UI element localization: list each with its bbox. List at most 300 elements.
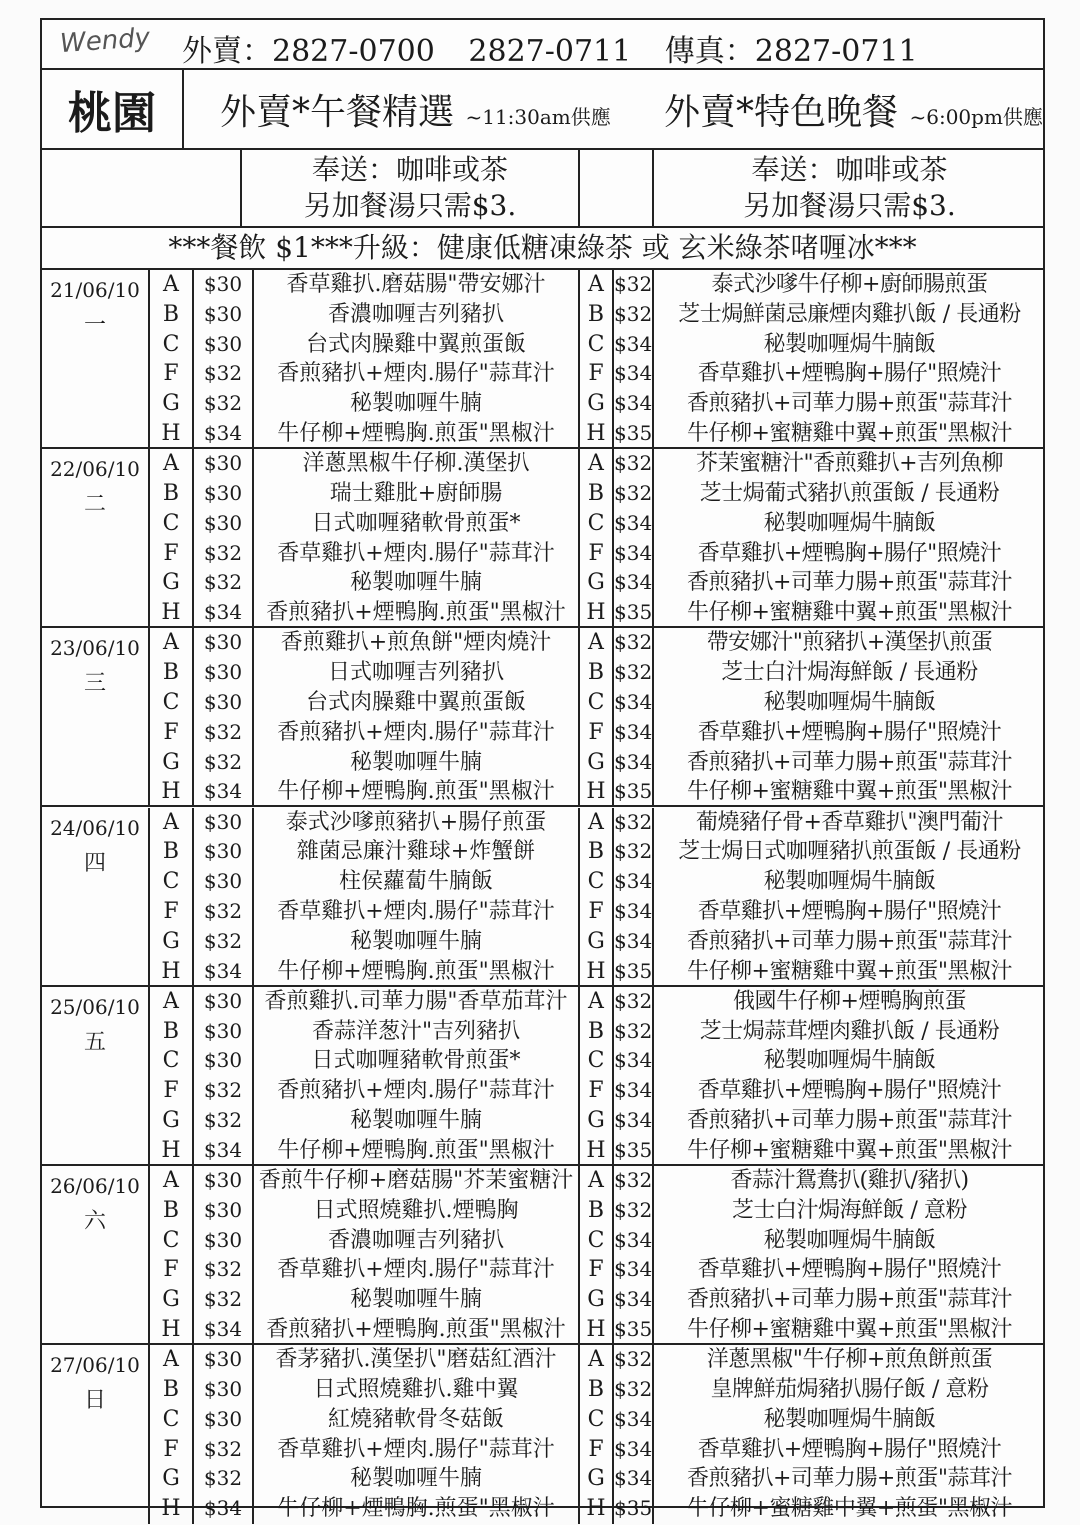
dinner-price: $32 bbox=[614, 1376, 652, 1401]
dinner-code: C bbox=[587, 869, 605, 895]
lunch-item-column bbox=[254, 628, 580, 805]
dinner-price: $35 bbox=[614, 958, 652, 983]
lunch-item: 香濃咖喱吉列豬扒 bbox=[327, 1227, 504, 1253]
menu-weekday: 四 bbox=[83, 850, 106, 876]
menu-weekday: 六 bbox=[83, 1209, 106, 1234]
dinner-code: C bbox=[587, 510, 605, 536]
dinner-code: F bbox=[588, 1078, 604, 1104]
lunch-price: $30 bbox=[203, 660, 243, 685]
lunch-offer bbox=[242, 150, 580, 226]
offer-gap-cell bbox=[580, 150, 654, 226]
lunch-code: B bbox=[162, 1018, 180, 1044]
lunch-item: 日式咖喱吉列豬扒 bbox=[327, 660, 504, 686]
lunch-price: $30 bbox=[203, 1376, 243, 1401]
dinner-code: H bbox=[586, 420, 606, 446]
dinner-code-column bbox=[580, 1166, 614, 1343]
dinner-price: $32 bbox=[614, 1347, 652, 1372]
lunch-price: $30 bbox=[203, 809, 243, 834]
dinner-price: $34 bbox=[614, 1227, 652, 1252]
lunch-item: 香草雞扒+煙肉.腸仔"蒜茸汁 bbox=[277, 898, 555, 924]
dinner-code: G bbox=[587, 928, 605, 954]
dinner-item: 秘製咖喱焗牛腩飯 bbox=[763, 1406, 936, 1432]
dinner-item: 香煎豬扒+司華力腸+煎蛋"蒜茸汁 bbox=[687, 1287, 1012, 1313]
lunch-code: G bbox=[162, 928, 180, 954]
menu-date: 22/06/10 bbox=[50, 457, 140, 482]
dinner-code-column bbox=[580, 987, 614, 1164]
dinner-item: 香草雞扒+煙鴨胸+腸仔"照燒汁 bbox=[697, 898, 1002, 924]
lunch-price: $34 bbox=[203, 420, 243, 445]
lunch-code: H bbox=[161, 1137, 181, 1163]
lunch-item: 香煎豬扒+煙肉.腸仔"蒜茸汁 bbox=[277, 719, 555, 745]
lunch-item: 香草雞扒.磨菇腸"帶安娜汁 bbox=[286, 272, 546, 297]
lunch-price: $30 bbox=[203, 630, 243, 655]
lunch-price: $30 bbox=[203, 1048, 243, 1073]
dinner-item: 香蒜汁鴛鴦扒(雞扒/豬扒) bbox=[730, 1168, 969, 1193]
dinner-price: $32 bbox=[614, 660, 652, 685]
dinner-code: C bbox=[587, 1227, 605, 1253]
lunch-code: C bbox=[162, 1406, 180, 1432]
lunch-code: B bbox=[162, 1376, 180, 1402]
dinner-item-column bbox=[654, 987, 1045, 1164]
dinner-item: 香煎豬扒+司華力腸+煎蛋"蒜茸汁 bbox=[687, 570, 1012, 596]
lunch-price: $30 bbox=[203, 480, 243, 505]
lunch-code: F bbox=[163, 898, 179, 924]
dinner-price: $34 bbox=[614, 391, 652, 416]
lunch-price: $32 bbox=[203, 361, 243, 386]
dinner-code: A bbox=[588, 272, 604, 297]
dinner-code: B bbox=[587, 1018, 605, 1044]
lunch-item: 秘製咖喱牛腩 bbox=[349, 391, 482, 417]
dinner-code: B bbox=[587, 839, 605, 865]
lunch-code: A bbox=[163, 988, 179, 1014]
lunch-item: 雜菌忌廉汁雞球+炸蟹餅 bbox=[296, 839, 536, 865]
lunch-item: 香煎豬扒+煙鴨胸.煎蛋"黑椒汁 bbox=[266, 600, 566, 626]
dinner-price: $34 bbox=[614, 1466, 652, 1491]
lunch-price-column bbox=[194, 808, 254, 985]
lunch-price-column bbox=[194, 987, 254, 1164]
dinner-price: $35 bbox=[614, 1316, 652, 1341]
lunch-offer-line1: 奉送：咖啡或茶 bbox=[311, 153, 508, 186]
lunch-item: 瑞士雞肶+廚師腸 bbox=[329, 480, 503, 506]
restaurant-name: 桃園 bbox=[42, 70, 184, 148]
dinner-code: G bbox=[587, 1466, 605, 1492]
lunch-code: G bbox=[162, 1287, 180, 1313]
dinner-item: 芝士焗葡式豬扒煎蛋飯 / 長通粉 bbox=[699, 480, 1000, 506]
date-cell bbox=[42, 1166, 150, 1343]
lunch-item-column bbox=[254, 449, 580, 626]
lunch-price: $32 bbox=[203, 1287, 243, 1312]
lunch-item: 香煎豬扒+煙肉.腸仔"蒜茸汁 bbox=[277, 1078, 555, 1104]
dinner-price: $32 bbox=[614, 630, 652, 655]
dinner-code: A bbox=[588, 1168, 604, 1193]
lunch-item: 台式肉臊雞中翼煎蛋飯 bbox=[305, 689, 526, 715]
dinner-price-column bbox=[614, 987, 654, 1164]
dinner-code-column bbox=[580, 270, 614, 447]
lunch-time: ~11:30am供應 bbox=[465, 105, 611, 129]
lunch-price: $30 bbox=[203, 1406, 243, 1431]
dinner-time: ~6:00pm供應 bbox=[909, 105, 1043, 129]
dinner-price: $35 bbox=[614, 1137, 652, 1162]
lunch-price: $32 bbox=[203, 1466, 243, 1491]
menu-date: 27/06/10 bbox=[50, 1353, 140, 1378]
dinner-item: 香煎豬扒+司華力腸+煎蛋"蒜茸汁 bbox=[687, 749, 1012, 775]
dinner-item: 帶安娜汁"煎豬扒+漢堡扒煎蛋 bbox=[706, 630, 993, 656]
lunch-price: $30 bbox=[203, 301, 243, 326]
lunch-price: $32 bbox=[203, 1436, 243, 1461]
day-menu bbox=[42, 1166, 1043, 1345]
dinner-code: A bbox=[588, 451, 604, 477]
lunch-item: 台式肉臊雞中翼煎蛋飯 bbox=[305, 331, 526, 357]
menu-weekday: 二 bbox=[83, 492, 106, 518]
lunch-price-column bbox=[194, 270, 254, 447]
lunch-title-text: 外賣*午餐精選 bbox=[220, 92, 455, 133]
dinner-price: $32 bbox=[614, 1197, 652, 1222]
lunch-code: B bbox=[162, 480, 180, 506]
lunch-item: 秘製咖喱牛腩 bbox=[349, 749, 482, 775]
dinner-price-column bbox=[614, 1166, 654, 1343]
dinner-offer bbox=[654, 150, 1045, 226]
takeaway-phone-2: 2827-0711 bbox=[468, 34, 632, 69]
dinner-price: $34 bbox=[614, 570, 652, 595]
date-cell bbox=[42, 628, 150, 805]
dinner-code-column bbox=[580, 808, 614, 985]
lunch-price: $30 bbox=[203, 839, 243, 864]
dinner-price: $34 bbox=[614, 869, 652, 894]
lunch-item: 香草雞扒+煙肉.腸仔"蒜茸汁 bbox=[277, 540, 555, 566]
dinner-code: G bbox=[587, 570, 605, 596]
dinner-code: G bbox=[587, 1287, 605, 1313]
lunch-item: 洋蔥黑椒牛仔柳.漢堡扒 bbox=[302, 451, 530, 477]
dinner-price: $34 bbox=[614, 1107, 652, 1132]
dinner-code: H bbox=[586, 1137, 606, 1163]
lunch-code: C bbox=[162, 510, 180, 536]
dinner-item: 芝士焗日式咖喱豬扒煎蛋飯 / 長通粉 bbox=[678, 839, 1021, 865]
lunch-code: G bbox=[162, 1466, 180, 1492]
lunch-item: 泰式沙嗲煎豬扒+腸仔煎蛋 bbox=[285, 809, 547, 835]
lunch-price: $30 bbox=[203, 1227, 243, 1252]
dinner-price-column bbox=[614, 449, 654, 626]
lunch-code-column bbox=[150, 270, 194, 447]
dinner-code: F bbox=[588, 540, 604, 566]
lunch-price: $30 bbox=[203, 1168, 243, 1192]
dinner-offer-line1: 奉送：咖啡或茶 bbox=[751, 153, 948, 186]
lunch-code: H bbox=[161, 1316, 181, 1342]
lunch-code: F bbox=[163, 1257, 179, 1283]
lunch-code: C bbox=[162, 1048, 180, 1074]
dinner-price: $35 bbox=[614, 600, 652, 625]
offer-row bbox=[42, 150, 1043, 228]
lunch-item: 香蒜洋葱汁"吉列豬扒 bbox=[311, 1018, 521, 1044]
lunch-price: $32 bbox=[203, 540, 243, 565]
lunch-item: 柱侯蘿蔔牛腩飯 bbox=[338, 869, 493, 895]
lunch-code: C bbox=[162, 869, 180, 895]
lunch-price: $30 bbox=[203, 988, 243, 1013]
lunch-item: 日式照燒雞扒.雞中翼 bbox=[313, 1376, 519, 1402]
dinner-item: 牛仔柳+蜜糖雞中翼+煎蛋"黑椒汁 bbox=[687, 1316, 1012, 1342]
lunch-code: F bbox=[163, 361, 179, 387]
menu-weekday: 日 bbox=[83, 1388, 106, 1414]
dinner-price: $34 bbox=[614, 749, 652, 774]
menu-sheet bbox=[40, 18, 1045, 1522]
dinner-code: G bbox=[587, 1107, 605, 1133]
lunch-code: G bbox=[162, 749, 180, 775]
menu-date: 25/06/10 bbox=[50, 994, 140, 1019]
day-menu bbox=[42, 1345, 1043, 1524]
dinner-price: $32 bbox=[614, 809, 652, 834]
dinner-item: 香草雞扒+煙鴨胸+腸仔"照燒汁 bbox=[697, 1436, 1002, 1462]
dinner-item: 洋蔥黑椒"牛仔柳+煎魚餅煎蛋 bbox=[706, 1347, 993, 1373]
lunch-code: G bbox=[162, 1107, 180, 1133]
lunch-code-column bbox=[150, 987, 194, 1164]
dinner-code: H bbox=[586, 779, 606, 805]
lunch-code: A bbox=[163, 272, 179, 297]
lunch-price-column bbox=[194, 1166, 254, 1343]
lunch-item: 香煎牛仔柳+磨菇腸"芥茉蜜糖汁 bbox=[258, 1168, 574, 1193]
dinner-item: 香煎豬扒+司華力腸+煎蛋"蒜茸汁 bbox=[687, 391, 1012, 417]
menu-date: 21/06/10 bbox=[50, 278, 140, 302]
dinner-price: $35 bbox=[614, 420, 652, 445]
lunch-item: 秘製咖喱牛腩 bbox=[349, 1107, 482, 1133]
menu-weekday: 五 bbox=[83, 1029, 106, 1055]
lunch-price: $32 bbox=[203, 1078, 243, 1103]
day-menu bbox=[42, 628, 1043, 807]
lunch-price: $32 bbox=[203, 749, 243, 774]
lunch-price: $34 bbox=[203, 1316, 243, 1341]
dinner-code: A bbox=[588, 809, 604, 835]
dinner-price: $35 bbox=[614, 1496, 652, 1521]
lunch-code-column bbox=[150, 628, 194, 805]
dinner-item: 芥茉蜜糖汁"香煎雞扒+吉列魚柳 bbox=[695, 451, 1004, 477]
lunch-price: $34 bbox=[203, 600, 243, 625]
lunch-price: $34 bbox=[203, 779, 243, 804]
lunch-price-column bbox=[194, 449, 254, 626]
contact-bar bbox=[42, 20, 1043, 70]
date-cell bbox=[42, 270, 150, 447]
lunch-code: B bbox=[162, 1197, 180, 1223]
lunch-price: $32 bbox=[203, 570, 243, 595]
dinner-item: 芝士白汁焗海鮮飯 / 長通粉 bbox=[721, 660, 978, 686]
dinner-item: 秘製咖喱焗牛腩飯 bbox=[763, 510, 936, 536]
lunch-code: H bbox=[161, 958, 181, 984]
lunch-title bbox=[220, 84, 611, 135]
lunch-price: $30 bbox=[203, 869, 243, 894]
dinner-item: 香煎豬扒+司華力腸+煎蛋"蒜茸汁 bbox=[687, 1107, 1012, 1133]
lunch-code: F bbox=[163, 1436, 179, 1462]
dinner-item: 牛仔柳+蜜糖雞中翼+煎蛋"黑椒汁 bbox=[687, 1496, 1012, 1522]
lunch-code: C bbox=[162, 1227, 180, 1253]
lunch-item: 香煎豬扒+煙肉.腸仔"蒜茸汁 bbox=[277, 361, 555, 387]
lunch-code: A bbox=[163, 451, 179, 477]
dinner-code: H bbox=[586, 1496, 606, 1522]
dinner-price: $34 bbox=[614, 719, 652, 744]
lunch-item-column bbox=[254, 808, 580, 985]
date-cell bbox=[42, 449, 150, 626]
dinner-item: 秘製咖喱焗牛腩飯 bbox=[763, 331, 936, 357]
lunch-code: B bbox=[162, 660, 180, 686]
dinner-item: 芝士焗鮮菌忌廉煙肉雞扒飯 / 長通粉 bbox=[678, 301, 1021, 327]
dinner-price: $34 bbox=[614, 1406, 652, 1431]
lunch-price: $32 bbox=[203, 719, 243, 744]
lunch-item: 日式咖喱豬軟骨煎蛋* bbox=[311, 1048, 521, 1074]
lunch-price: $34 bbox=[203, 1137, 243, 1162]
dinner-title-text: 外賣*特色晚餐 bbox=[664, 92, 899, 133]
lunch-code: C bbox=[162, 331, 180, 357]
handwritten-note: Wendy bbox=[59, 22, 152, 60]
dinner-item-column bbox=[654, 270, 1045, 447]
dinner-price: $34 bbox=[614, 689, 652, 714]
offer-blank-cell bbox=[42, 150, 242, 226]
dinner-code: B bbox=[587, 480, 605, 506]
dinner-item: 香煎豬扒+司華力腸+煎蛋"蒜茸汁 bbox=[687, 928, 1012, 954]
dinner-item: 秘製咖喱焗牛腩飯 bbox=[763, 869, 936, 895]
lunch-item: 香煎豬扒+煙鴨胸.煎蛋"黑椒汁 bbox=[266, 1316, 566, 1342]
lunch-item: 秘製咖喱牛腩 bbox=[349, 1287, 482, 1313]
dinner-price-column bbox=[614, 270, 654, 447]
day-menu bbox=[42, 987, 1043, 1166]
lunch-code: A bbox=[163, 1168, 179, 1193]
lunch-price: $34 bbox=[203, 958, 243, 983]
lunch-item: 秘製咖喱牛腩 bbox=[349, 928, 482, 954]
dinner-price: $32 bbox=[614, 272, 652, 296]
dinner-item: 香草雞扒+煙鴨胸+腸仔"照燒汁 bbox=[697, 361, 1002, 387]
dinner-item: 葡燒豬仔骨+香草雞扒"澳門葡汁 bbox=[695, 809, 1004, 835]
lunch-price-column bbox=[194, 1345, 254, 1524]
dinner-code: H bbox=[586, 600, 606, 626]
dinner-item: 俄國牛仔柳+煙鴨胸煎蛋 bbox=[733, 988, 966, 1014]
dinner-price: $32 bbox=[614, 451, 652, 476]
lunch-price: $32 bbox=[203, 1257, 243, 1282]
dinner-code-column bbox=[580, 628, 614, 805]
day-menu bbox=[42, 270, 1043, 449]
lunch-price-column bbox=[194, 628, 254, 805]
dinner-code: B bbox=[587, 660, 605, 686]
fax-number: 傳真：2827-0711 bbox=[664, 34, 918, 69]
lunch-code: G bbox=[162, 570, 180, 596]
lunch-item: 牛仔柳+煙鴨胸.煎蛋"黑椒汁 bbox=[277, 1137, 555, 1163]
lunch-item: 秘製咖喱牛腩 bbox=[349, 570, 482, 596]
dinner-price: $34 bbox=[614, 928, 652, 953]
dinner-item: 香草雞扒+煙鴨胸+腸仔"照燒汁 bbox=[697, 719, 1002, 745]
lunch-code: B bbox=[162, 301, 180, 327]
lunch-item: 香濃咖喱吉列豬扒 bbox=[327, 301, 504, 327]
lunch-code: C bbox=[162, 689, 180, 715]
lunch-item: 牛仔柳+煙鴨胸.煎蛋"黑椒汁 bbox=[277, 779, 555, 805]
contact-numbers bbox=[182, 26, 942, 70]
dinner-code: H bbox=[586, 1316, 606, 1342]
date-cell bbox=[42, 987, 150, 1164]
lunch-item: 香煎雞扒.司華力腸"香草茄茸汁 bbox=[264, 988, 568, 1014]
lunch-code: A bbox=[163, 1347, 179, 1373]
dinner-code: C bbox=[587, 331, 605, 357]
menu-date: 26/06/10 bbox=[50, 1174, 140, 1198]
dinner-item: 秘製咖喱焗牛腩飯 bbox=[763, 1048, 936, 1074]
lunch-item: 秘製咖喱牛腩 bbox=[349, 1466, 482, 1492]
dinner-item: 泰式沙嗲牛仔柳+廚師腸煎蛋 bbox=[711, 272, 988, 297]
dinner-price-column bbox=[614, 1345, 654, 1524]
takeaway-phone: 外賣：2827-0700 bbox=[182, 34, 435, 69]
lunch-code-column bbox=[150, 1166, 194, 1343]
lunch-code-column bbox=[150, 1345, 194, 1524]
lunch-price: $30 bbox=[203, 331, 243, 356]
dinner-code: F bbox=[588, 898, 604, 924]
lunch-price: $30 bbox=[203, 1018, 243, 1043]
dinner-code: F bbox=[588, 1436, 604, 1462]
dinner-price: $32 bbox=[614, 1168, 652, 1192]
dinner-code: C bbox=[587, 1048, 605, 1074]
date-cell bbox=[42, 1345, 150, 1524]
day-menu bbox=[42, 449, 1043, 628]
lunch-item-column bbox=[254, 270, 580, 447]
dinner-item: 牛仔柳+蜜糖雞中翼+煎蛋"黑椒汁 bbox=[687, 779, 1012, 805]
day-menu bbox=[42, 808, 1043, 987]
dinner-price: $34 bbox=[614, 331, 652, 356]
lunch-offer-line2: 另加餐湯只需$3. bbox=[303, 189, 517, 222]
lunch-code: G bbox=[162, 391, 180, 417]
dinner-code: C bbox=[587, 1406, 605, 1432]
lunch-code-column bbox=[150, 449, 194, 626]
lunch-price: $32 bbox=[203, 1107, 243, 1132]
dinner-code: F bbox=[588, 1257, 604, 1283]
dinner-price: $32 bbox=[614, 1018, 652, 1043]
dinner-offer-line2: 另加餐湯只需$3. bbox=[743, 189, 956, 222]
lunch-price: $30 bbox=[203, 1347, 243, 1372]
lunch-code: B bbox=[162, 839, 180, 865]
dinner-item: 香草雞扒+煙鴨胸+腸仔"照燒汁 bbox=[697, 1257, 1002, 1283]
dinner-price: $34 bbox=[614, 1078, 652, 1103]
dinner-item: 牛仔柳+蜜糖雞中翼+煎蛋"黑椒汁 bbox=[687, 1137, 1012, 1163]
dinner-item: 香煎豬扒+司華力腸+煎蛋"蒜茸汁 bbox=[687, 1466, 1012, 1492]
lunch-code: H bbox=[161, 779, 181, 805]
dinner-price: $32 bbox=[614, 839, 652, 864]
lunch-item: 香草雞扒+煙肉.腸仔"蒜茸汁 bbox=[277, 1257, 555, 1283]
dinner-price: $34 bbox=[614, 1287, 652, 1312]
lunch-price: $32 bbox=[203, 391, 243, 416]
lunch-price: $30 bbox=[203, 1197, 243, 1222]
menu-header bbox=[42, 70, 1043, 150]
lunch-code: H bbox=[161, 600, 181, 626]
dinner-code: F bbox=[588, 361, 604, 387]
lunch-item: 牛仔柳+煙鴨胸.煎蛋"黑椒汁 bbox=[277, 420, 555, 446]
dinner-code: A bbox=[588, 630, 604, 656]
lunch-code: H bbox=[161, 420, 181, 446]
dinner-code: B bbox=[587, 1376, 605, 1402]
drink-upgrade-banner: ***餐飲 $1***升級：健康低糖凍綠茶 或 玄米綠茶啫喱冰*** bbox=[42, 228, 1043, 270]
lunch-price: $32 bbox=[203, 898, 243, 923]
lunch-item-column bbox=[254, 987, 580, 1164]
menu-date: 24/06/10 bbox=[50, 815, 140, 840]
dinner-price: $34 bbox=[614, 1257, 652, 1282]
dinner-item: 牛仔柳+蜜糖雞中翼+煎蛋"黑椒汁 bbox=[687, 600, 1012, 626]
lunch-item-column bbox=[254, 1345, 580, 1524]
dinner-code: C bbox=[587, 689, 605, 715]
dinner-price: $34 bbox=[614, 361, 652, 386]
dinner-code: B bbox=[587, 301, 605, 327]
dinner-price: $32 bbox=[614, 988, 652, 1013]
menu-weekday: 三 bbox=[83, 671, 106, 697]
dinner-code-column bbox=[580, 1345, 614, 1524]
lunch-code: F bbox=[163, 540, 179, 566]
lunch-item: 日式照燒雞扒.煙鴨胸 bbox=[313, 1197, 519, 1223]
dinner-price: $34 bbox=[614, 1436, 652, 1461]
lunch-price: $30 bbox=[203, 451, 243, 476]
date-cell bbox=[42, 808, 150, 985]
lunch-code: F bbox=[163, 1078, 179, 1104]
menu-date: 23/06/10 bbox=[50, 636, 140, 661]
menu-weekday: 一 bbox=[83, 313, 106, 338]
lunch-item: 香煎雞扒+煎魚餅"煙肉燒汁 bbox=[280, 630, 552, 656]
dinner-item: 芝士焗蒜茸煙肉雞扒飯 / 長通粉 bbox=[699, 1018, 1000, 1044]
dinner-item: 香草雞扒+煙鴨胸+腸仔"照燒汁 bbox=[697, 540, 1002, 566]
